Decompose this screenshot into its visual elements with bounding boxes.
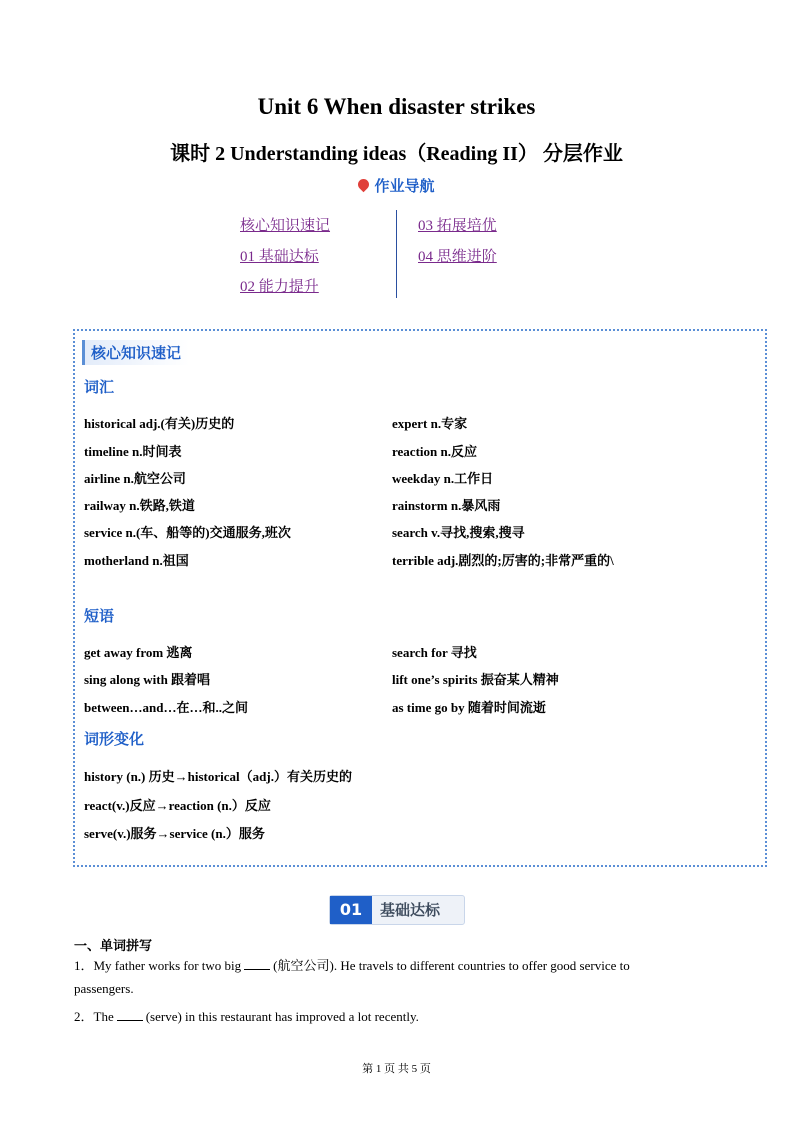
page-subtitle: 课时 2 Understanding ideas（Reading II） 分层作业	[170, 143, 623, 165]
form-item: history (n.) 历史→historical（adj.）有关历史的	[84, 769, 352, 784]
phrase-item: search for 寻找	[392, 645, 477, 660]
part-heading: 一、单词拼写	[74, 938, 153, 953]
vocab-heading: 词汇	[84, 378, 115, 396]
nav-link-extension[interactable]: 03 拓展培优	[418, 218, 497, 234]
phrase-item: as time go by 随着时间流逝	[392, 700, 546, 715]
question-2-suffix: (serve) in this restaurant has improved a lot recently.	[145, 1009, 419, 1024]
form-item: react(v.)反应→reaction (n.）反应	[84, 798, 271, 813]
phrase-item: between…and…在…和..之间	[84, 700, 248, 715]
nav-heading	[0, 175, 793, 196]
section-badge	[329, 895, 465, 925]
vocab-item: historical adj.(有关)历史的	[84, 416, 235, 431]
vocab-item: rainstorm n.暴风雨	[392, 498, 501, 513]
phrase-item: lift one’s spirits 振奋某人精神	[392, 672, 559, 687]
vocab-item: expert n.专家	[392, 416, 468, 431]
nav-heading-text: 作业导航	[374, 177, 435, 195]
page-footer: 第 1 页 共 5 页	[362, 1063, 431, 1075]
question-1-suffix: (航空公司). He travels to different countries to offer good service to	[273, 958, 630, 973]
nav-link-thinking[interactable]: 04 思维进阶	[418, 249, 497, 265]
section-badge-label: 基础达标	[380, 901, 441, 919]
question-2	[74, 1006, 419, 1025]
question-1	[74, 955, 630, 974]
phrase-item: sing along with 跟着唱	[84, 672, 211, 687]
vocab-item: search v.寻找,搜索,搜寻	[392, 525, 525, 540]
form-item: serve(v.)服务→service (n.）服务	[84, 826, 265, 841]
knowledge-box	[73, 329, 767, 867]
nav-link-basic[interactable]: 01 基础达标	[240, 249, 319, 265]
location-pin-icon	[356, 177, 372, 193]
question-1-continued: passengers.	[74, 981, 134, 996]
nav-link-knowledge[interactable]: 核心知识速记	[240, 218, 331, 234]
knowledge-heading: 核心知识速记	[82, 340, 189, 365]
forms-heading: 词形变化	[84, 730, 145, 748]
phrase-item: get away from 逃离	[84, 645, 193, 660]
phrases-heading: 短语	[84, 607, 115, 625]
nav-link-ability[interactable]: 02 能力提升	[240, 279, 319, 295]
page-title: Unit 6 When disaster strikes	[257, 94, 536, 119]
answer-blank[interactable]	[117, 1008, 143, 1021]
question-1-prefix: 1．My father works for two big	[74, 958, 242, 973]
vocab-item: reaction n.反应	[392, 444, 477, 459]
nav-divider	[396, 210, 397, 298]
answer-blank[interactable]	[244, 957, 270, 970]
vocab-item: timeline n.时间表	[84, 444, 182, 459]
vocab-item: weekday n.工作日	[392, 471, 494, 486]
question-2-prefix: 2．The	[74, 1009, 114, 1024]
vocab-item: terrible adj.剧烈的;厉害的;非常严重的\	[392, 553, 614, 568]
vocab-item: railway n.铁路,铁道	[84, 498, 195, 513]
vocab-item: motherland n.祖国	[84, 553, 189, 568]
section-badge-number: 01	[330, 896, 372, 924]
vocab-item: airline n.航空公司	[84, 471, 186, 486]
vocab-item: service n.(车、船等的)交通服务,班次	[84, 525, 291, 540]
